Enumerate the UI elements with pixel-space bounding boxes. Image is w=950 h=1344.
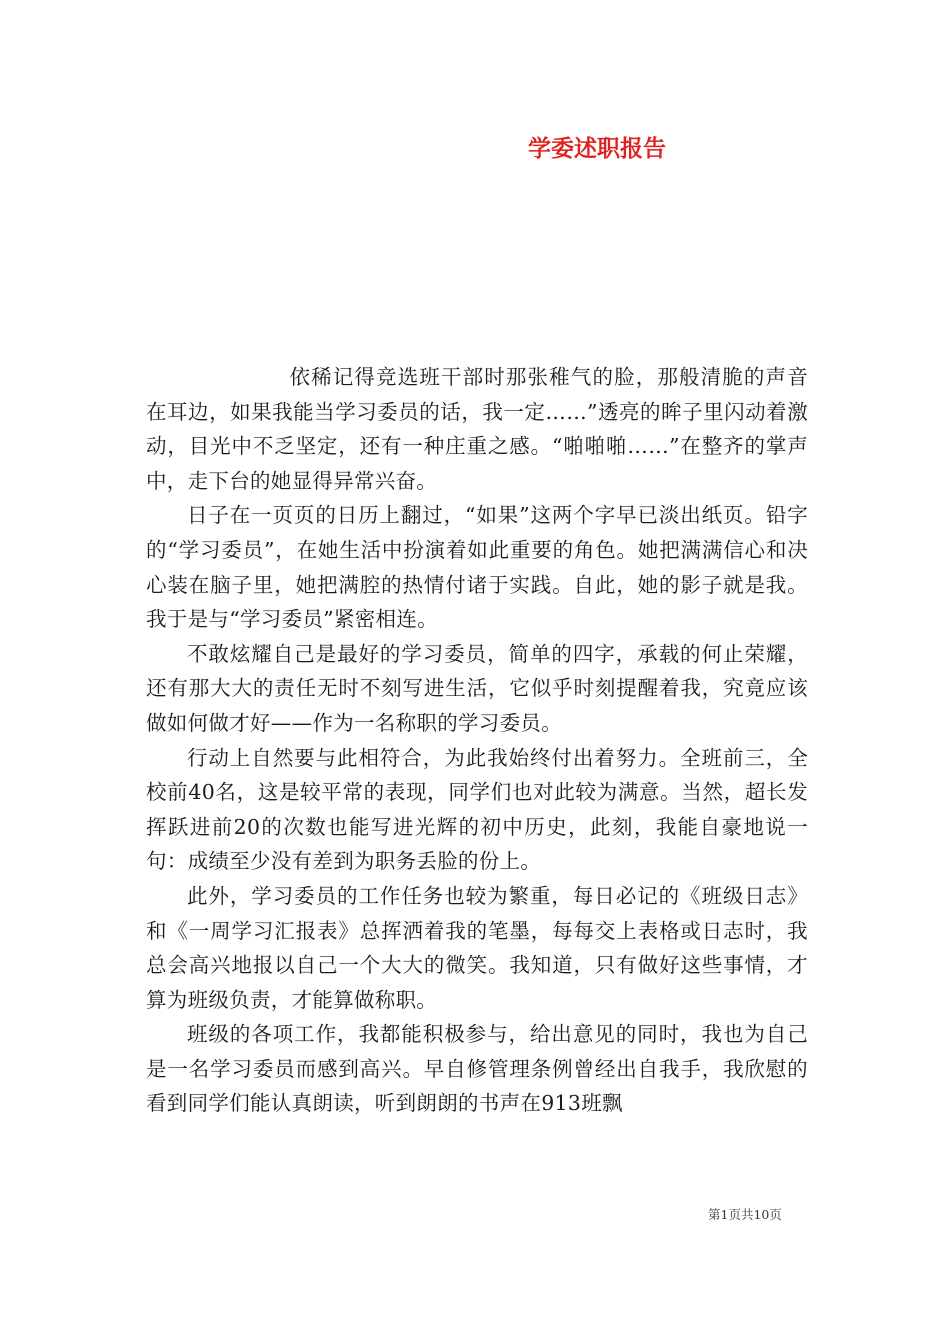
- paragraph-6: 班级的各项工作，我都能积极参与，给出意见的同时，我也为自己是一名学习委员而感到高兴。早自修管理条例曾经出自我手，我欣慰的看到同学们能认真朗读，听到朗朗的书声在913班飘: [146, 1022, 808, 1116]
- paragraph-2: 日子在一页页的日历上翻过，“如果”这两个字早已淡出纸页。铅字的“学习委员”，在她生活中扮演着如此重要的角色。她把满满信心和决心装在脑子里，她把满腔的热情付诸于实践。自此，她的影子就是我。我于是与“学习委员”紧密相连。: [146, 503, 808, 632]
- page-number: 第1页共10页: [708, 1207, 782, 1222]
- paragraph-4: 行动上自然要与此相符合，为此我始终付出着努力。全班前三，全校前40名，这是较平常的表现，同学们也对此较为满意。当然，超长发挥跃进前20的次数也能写进光辉的初中历史，此刻，我能自豪地说一句：成绩至少没有差到为职务丢脸的份上。: [146, 745, 808, 874]
- paragraph-1: 依稀记得竞选班干部时那张稚气的脸，那般清脆的声音在耳边，如果我能当学习委员的话，我一定……”透亮的眸子里闪动着激动，目光中不乏坚定，还有一种庄重之感。“啪啪啪……”在整齐的掌声中，走下台的她显得异常兴奋。: [146, 365, 808, 493]
- document-body: [146, 360, 808, 1121]
- document-title: 学委述职报告: [528, 135, 666, 162]
- paragraph-3: 不敢炫耀自己是最好的学习委员，简单的四字，承载的何止荣耀，还有那大大的责任无时不刻写进生活，它似乎时刻提醒着我，究竟应该做如何做才好——作为一名称职的学习委员。: [146, 641, 808, 735]
- paragraph-5: 此外，学习委员的工作任务也较为繁重，每日必记的《班级日志》和《一周学习汇报表》总挥洒着我的笔墨，每每交上表格或日志时，我总会高兴地报以自己一个大大的微笑。我知道，只有做好这些事情，才算为班级负责，才能算做称职。: [146, 883, 808, 1012]
